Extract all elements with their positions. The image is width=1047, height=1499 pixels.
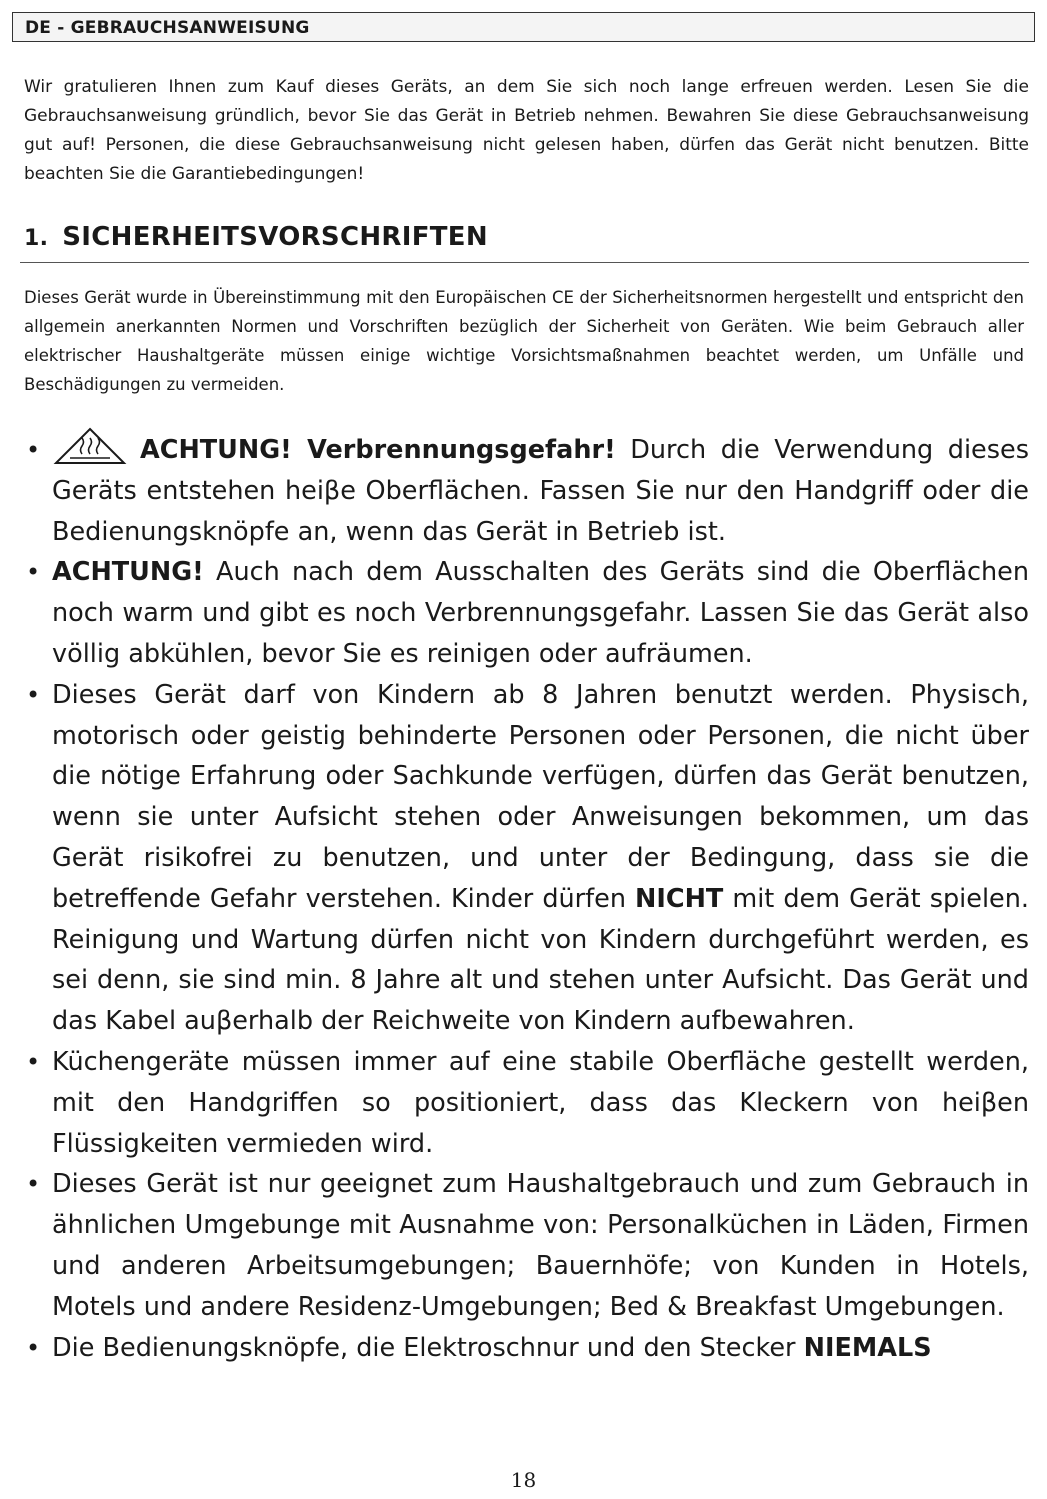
bullet-text: Durch die Verwendung dieses Geräts entstehen heiβe Oberflächen. Fassen Sie nur den Handgriff oder die Bedienungsknöpfe an, wenn das Gerät in Betrieb ist.: [52, 435, 1029, 547]
bullet-icon: •: [26, 436, 41, 464]
section-divider: [20, 262, 1029, 263]
bullet-text: Küchengeräte müssen immer auf eine stabile Oberfläche gestellt werden, mit den Handgriffen so positioniert, dass das Kleckern von heiβen Flüssigkeiten vermieden wird.: [52, 1046, 1029, 1159]
emphasis-text: NICHT: [635, 883, 724, 914]
bullet-text: Die Bedienungsknöpfe, die Elektroschnur und den Stecker: [52, 1332, 804, 1363]
bullet-icon: •: [26, 680, 41, 709]
list-item: [24, 552, 1029, 674]
list-item: [24, 430, 1029, 552]
section-number: 1.: [24, 226, 49, 251]
document-header-title: DE - GEBRAUCHSANWEISUNG: [25, 18, 310, 38]
bullet-text: Dieses Gerät ist nur geeignet zum Haushaltgebrauch und zum Gebrauch in ähnlichen Umgebunge mit Ausnahme von: Personalküchen in Läden, Firmen und anderen Arbeitsumgebungen; Bauernhöfe; von Kunden in Hotels, Motels und andere Residenz-Umgebungen; Bed & Breakfast Umgebungen.: [52, 1169, 1029, 1322]
warning-label: ACHTUNG!: [52, 557, 204, 588]
warning-label: ACHTUNG! Verbrennungsgefahr!: [140, 435, 616, 465]
safety-bullet-list: [24, 430, 1029, 1368]
page-number: 18: [510, 1468, 537, 1492]
list-item: [24, 1164, 1029, 1327]
emphasis-text: NIEMALS: [803, 1332, 932, 1363]
bullet-icon: •: [26, 1047, 41, 1076]
bullet-text: Auch nach dem Ausschalten des Geräts sind die Oberflächen noch warm und gibt es noch Verbrennungsgefahr. Lassen Sie das Gerät also völlig abkühlen, bevor Sie es reinigen oder aufräumen.: [52, 557, 1029, 669]
bullet-icon: •: [26, 558, 41, 587]
bullet-icon: •: [26, 1170, 41, 1199]
list-item: [24, 1042, 1029, 1164]
bullet-icon: •: [26, 1333, 41, 1362]
list-item: [24, 1328, 1029, 1369]
section-title: [24, 222, 488, 252]
document-header: [12, 12, 1035, 42]
bullet-text: Dieses Gerät darf von Kindern ab 8 Jahren benutzt werden. Physisch, motorisch oder geistig behinderte Personen oder Personen, die nicht über die nötige Erfahrung oder Sachkunde verfügen, dürfen das Gerät benutzen, wenn sie unter Aufsicht stehen oder Anweisungen bekommen, um das Gerät risikofrei zu benutzen, und unter der Bedingung, dass sie die betreffende Gefahr verstehen. Kinder dürfen: [52, 679, 1029, 914]
list-item: [24, 675, 1029, 1042]
bullet-text: mit dem Gerät spielen. Reinigung und Wartung dürfen nicht von Kindern durchgeführt werden, es sei denn, sie sind min. 8 Jahre alt und stehen unter Aufsicht. Das Gerät und das Kabel auβerhalb der Reichweite von Kindern aufbewahren.: [52, 883, 1029, 1037]
intro-paragraph: Wir gratulieren Ihnen zum Kauf dieses Geräts, an dem Sie sich noch lange erfreuen werden. Lesen Sie die Gebrauchsanweisung gründlich, bevor Sie das Gerät in Betrieb nehmen. Bewahren Sie diese Gebrauchsanweisung gut auf! Personen, die diese Gebrauchsanweisung nicht gelesen haben, dürfen das Gerät nicht benutzen. Bitte beachten Sie die Garantiebedingungen!: [24, 77, 1029, 184]
hot-surface-warning-icon: [52, 426, 128, 466]
safety-intro-paragraph: Dieses Gerät wurde in Übereinstimmung mit den Europäischen CE der Sicherheitsnormen hergestellt und entspricht den allgemein anerkannten Normen und Vorschriften bezüglich der Sicherheit von Geräten. Wie beim Gebrauch aller elektrischer Haushaltgeräte müssen einige wichtige Vorsichtsmaßnahmen beachtet werden, um Unfälle und Beschädigungen zu vermeiden.: [24, 288, 1024, 394]
section-title-text: SICHERHEITSVORSCHRIFTEN: [62, 222, 488, 252]
